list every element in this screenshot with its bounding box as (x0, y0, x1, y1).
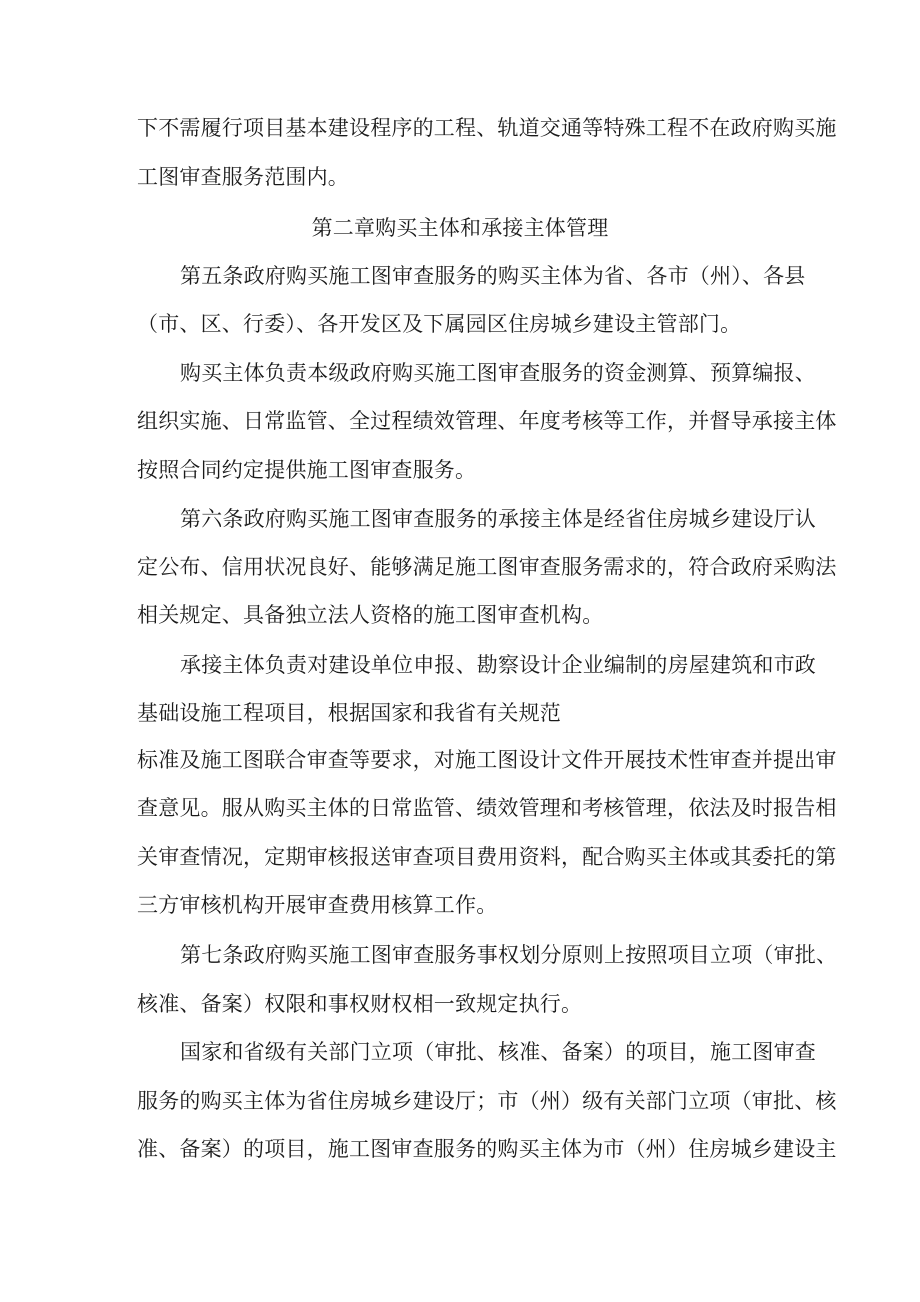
article-5-line: （市、区、行委）、各开发区及下属园区住房城乡建设主管部门。 (137, 312, 742, 336)
paragraph-line: 组织实施、日常监管、全过程绩效管理、年度考核等工作，并督导承接主体 (137, 409, 837, 433)
article-6-line: 第六条政府购买施工图审查服务的承接主体是经省住房城乡建设厅认 (180, 507, 816, 531)
article-7-line: 第七条政府购买施工图审查服务事权划分原则上按照项目立项（审批、 (180, 943, 838, 967)
article-6-line: 定公布、信用状况良好、能够满足施工图审查服务需求的，符合政府采购法 (137, 555, 837, 579)
paragraph-line: 购买主体负责本级政府购买施工图审查服务的资金测算、预算编报、 (180, 361, 816, 385)
chapter-heading: 第二章购买主体和承接主体管理 (311, 216, 609, 240)
paragraph-line: 三方审核机构开展审查费用核算工作。 (137, 893, 498, 917)
paragraph-line: 按照合同约定提供施工图审查服务。 (137, 458, 477, 482)
paragraph-line: 查意见。服从购买主体的日常监管、绩效管理和考核管理，依法及时报告相 (137, 796, 837, 820)
paragraph-line: 下不需履行项目基本建设程序的工程、轨道交通等特殊工程不在政府购买施 (137, 116, 837, 140)
paragraph-line: 工图审查服务范围内。 (137, 165, 349, 189)
article-7-line: 核准、备案）权限和事权财权相一致规定执行。 (137, 992, 583, 1016)
article-5-line: 第五条政府购买施工图审查服务的购买主体为省、各市（州）、各县 (180, 264, 806, 288)
article-6-line: 相关规定、具备独立法人资格的施工图审查机构。 (137, 603, 604, 627)
paragraph-line: 服务的购买主体为省住房城乡建设厅；市（州）级有关部门立项（审批、核 (137, 1089, 837, 1113)
paragraph-line: 国家和省级有关部门立项（审批、核准、备案）的项目，施工图审查 (180, 1040, 816, 1064)
paragraph-line: 关审查情况，定期审核报送审查项目费用资料，配合购买主体或其委托的第 (137, 845, 837, 869)
paragraph-line: 标准及施工图联合审查等要求，对施工图设计文件开展技术性审查并提出审 (137, 748, 837, 772)
paragraph-line: 基础设施工程项目，根据国家和我省有关规范 (137, 701, 561, 725)
paragraph-line: 承接主体负责对建设单位申报、勘察设计企业编制的房屋建筑和市政 (180, 653, 816, 677)
paragraph-line: 准、备案）的项目，施工图审查服务的购买主体为市（州）住房城乡建设主 (137, 1137, 837, 1161)
